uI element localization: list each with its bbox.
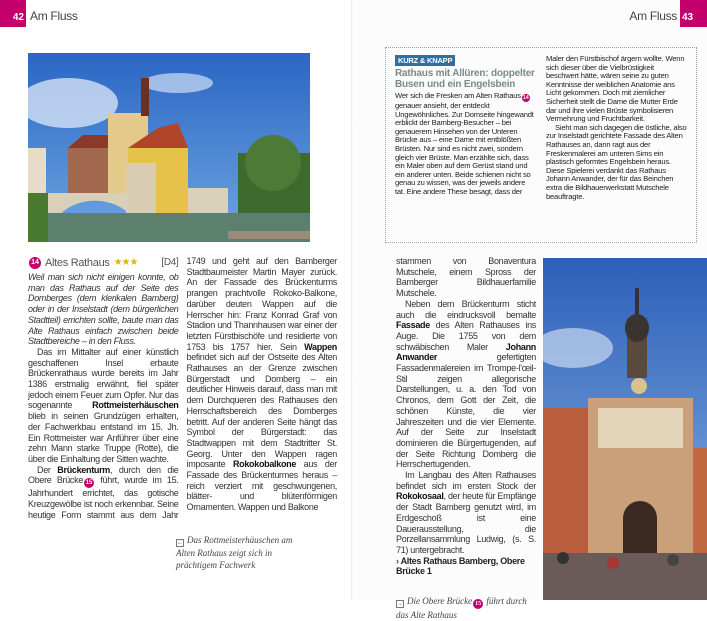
text: Neben dem Brückenturm sticht auch die eindrucksvoll bemalte [396, 298, 536, 320]
paragraph [396, 470, 536, 556]
left-page [0, 0, 353, 600]
photo-caption [396, 595, 536, 621]
address-text: Altes Rathaus Bamberg, Obere Brücke 1 [396, 555, 525, 577]
paragraph [396, 299, 536, 470]
running-head: Am Fluss [629, 9, 677, 23]
right-text-flow [396, 256, 536, 621]
text: , durch den die Obere Brücke [28, 464, 179, 486]
info-box [385, 47, 697, 243]
running-head: Am Fluss [30, 9, 78, 23]
caption-text: Die Obere Brücke [407, 596, 473, 607]
entry-number-badge: 14 [29, 257, 41, 269]
caption-arrow-icon: ← [177, 540, 183, 547]
text: , der heute für Empfänge der Stadt Bamberg genutzt wird, im Erdgeschoß ist eine Dauerausstellung, die Porzellansammlung Ludwig, (s. S. 71) untergebracht. [396, 491, 536, 555]
entry-title: Altes Rathaus [45, 257, 110, 269]
caption-text: führt durch das Alte Rathaus [396, 596, 527, 621]
bold-term: Rottmeisterhäuschen [92, 400, 179, 411]
page-number: 43 [680, 0, 707, 27]
intro-text: Weil man sich nicht einigen konnte, ob man das Rathaus auf der Seite des Domberges (dem klerikalen Bamberg) oder in der Inselstadt (dem bürgerlichen Stadtteil) errichten sollte, baute man das Alte Rathaus einfach zwischen beide Stadtbereiche – in den Fluss. [28, 272, 179, 347]
box-columns [395, 55, 687, 201]
map-grid-ref: [D4] [161, 257, 179, 268]
entry-heading [28, 256, 179, 270]
text: des Alten Rathauses ins Auge. Die 1755 von dem schwäbischen Maler [396, 320, 536, 352]
caption-text: Das Rottmeisterhäuschen am Alten Rathaus zeigt sich in prächtigem Fachwerk [176, 535, 293, 571]
text: Im Langbau des Alten Rathauses befindet sich im ersten Stock der [396, 470, 536, 491]
poi-number-badge: 15 [85, 480, 93, 487]
text: Der [37, 464, 58, 475]
box-tag: KURZ & KNAPP [395, 55, 455, 66]
chevron-right-icon: › [396, 555, 401, 566]
text: aus der Fassade des Brückenturmes heraus – reich verziert mit geschwungenen, blätter- und blütenförmigen Ornamenten. Wappen und Balkone [186, 459, 337, 513]
bold-term: Brückenturm [57, 464, 111, 475]
bold-term: Wappen [304, 341, 337, 352]
text: Wer sich die Fresken am Alten Rathaus [395, 91, 521, 100]
bold-term: Fassade [396, 320, 430, 331]
text: blieb in seinen Grundzügen erhalten, der Fachwerkbau entstand im 15. Jh. Ein Rottmeister war Anführer über eine zehn Mann starke Truppe (Rotte), die über die Einhaltung der Sitten wachte. [28, 411, 179, 464]
poi-number-badge: 14 [523, 95, 529, 101]
caption-arrow-icon: → [397, 601, 403, 608]
box-paragraph: Sieht man sich dagegen die östliche, also zur Inselstadt gerichtete Fassade des Alten Rathauses an, dann ragt aus der Freskenmalerei am unteren Sims ein plastisch geformtes Engelsbein heraus. Diese Spielerei verdankt das Rathaus Johann Anwander, der für das Beinchen extra die Bildhauerwerkstatt Mutschele beauftragte. [546, 122, 687, 201]
text: genauer ansieht, der entdeckt Ungewöhnliches. Zur Domseite hingewandt erblickt der Bamberg-Besucher – bei genauerem Hinsehen von der Unteren Brücke aus – eine Dame mit entblößten Brüsten. Nur sind es nicht zwei, sondern gleich vier Brüste. Man erzählte sich, dass ein Maler oben auf dem Gerüst stand und ein anderer unten. Beide schienen nicht so genau zu wissen, was der jeweils andere tat. Eine andere These besagt, dass der Maler den Fürstbischof ärgern wollte. Wenn sich dieser über die Vielbrüstigkeit beschwert hätte, wären seine zu guten Kenntnisse der weiblichen Anatomie ans Licht gekommen. Doch mit ziemlicher Sicherheit stellt die Dame die Mutter Erde dar und ihre vielen Brüste symbolisieren Vermehrung und Fruchtbarkeit. [395, 54, 685, 196]
text: gefertigten Fassadenmalereien im Trompe-l'œil-Stil zeigen allegorische Darstellungen, u. a. den Tod von Chronos, dem Gott der Zeit, die schönen Künste, die vier Jahreszeiten und die vier Elemente. Auf der Seite zur Inselstadt dominieren die Bürgertugenden, auf der Seite Richtung Domberg die Herrschertugenden. [396, 352, 536, 470]
text: Das im Mittalter auf einer künstlich geschaffenen Insel erbaute Brückenrathaus wurde bereits im Jahr 1386 erstmalig erwähnt, fiel später jedoch einem Feuer zum Opfer. Nur das sogenannte [28, 346, 179, 411]
left-text-flow [28, 256, 337, 571]
poi-number-badge: 15 [475, 601, 482, 608]
photo-brueckenturm [543, 258, 707, 600]
paragraph: stammen von Bonaventura Mutschele, einem Spross der Bamberger Bildhauerfamilie Mutschele. [396, 256, 536, 299]
box-title: Rathaus mit Allüren: doppelter Busen und ein Engelsbein [395, 68, 535, 90]
photo-altes-rathaus [28, 53, 310, 242]
photo-caption [176, 534, 301, 571]
bold-term: Rokokobalkone [232, 459, 297, 470]
bold-term: Johann Anwander [396, 341, 536, 363]
text: führt, wurde im 15. Jahrhundert errichtet, das gotische Kreuzgewölbe ist noch erkennbar. Seine heutige Form stammt aus dem Jahr 1749 und geht auf den Bamberger Stadtbaumeister Martin Mayer zurück. An der Fassade des Brückenturms prangen prachtvolle Rokoko-Balkone, darüber deuten Wappen auf die Herrscher hin: Franz Konrad Graf von Stadion und Thannhausen war einer der letzten Fürstbischöfe und residierte von 1753 bis 1757 hier. Sein [28, 256, 337, 520]
left-columns [28, 256, 337, 520]
paragraph [28, 347, 179, 465]
rating-stars: ★★★ [113, 257, 138, 268]
address-line [396, 556, 536, 577]
bold-term: Rokokosaal [396, 491, 444, 502]
right-column [396, 256, 536, 577]
page-number: 42 [0, 0, 26, 27]
text: befindet sich auf der Ostseite des Alten Rathauses an der Grenze zwischen Bürgerstadt und Domberg – ein deutlicher Hinweis darauf, dass man mit dem Durchqueren des Rathauses den Herrschaftsbereich des Domberges betritt. Auf der anderen Seite hängt das Symbol der Bürgerstadt: das Stadtwappen mit dem Stadtritter St. Georg. Unter den Wappen ragen imposante [186, 352, 337, 470]
